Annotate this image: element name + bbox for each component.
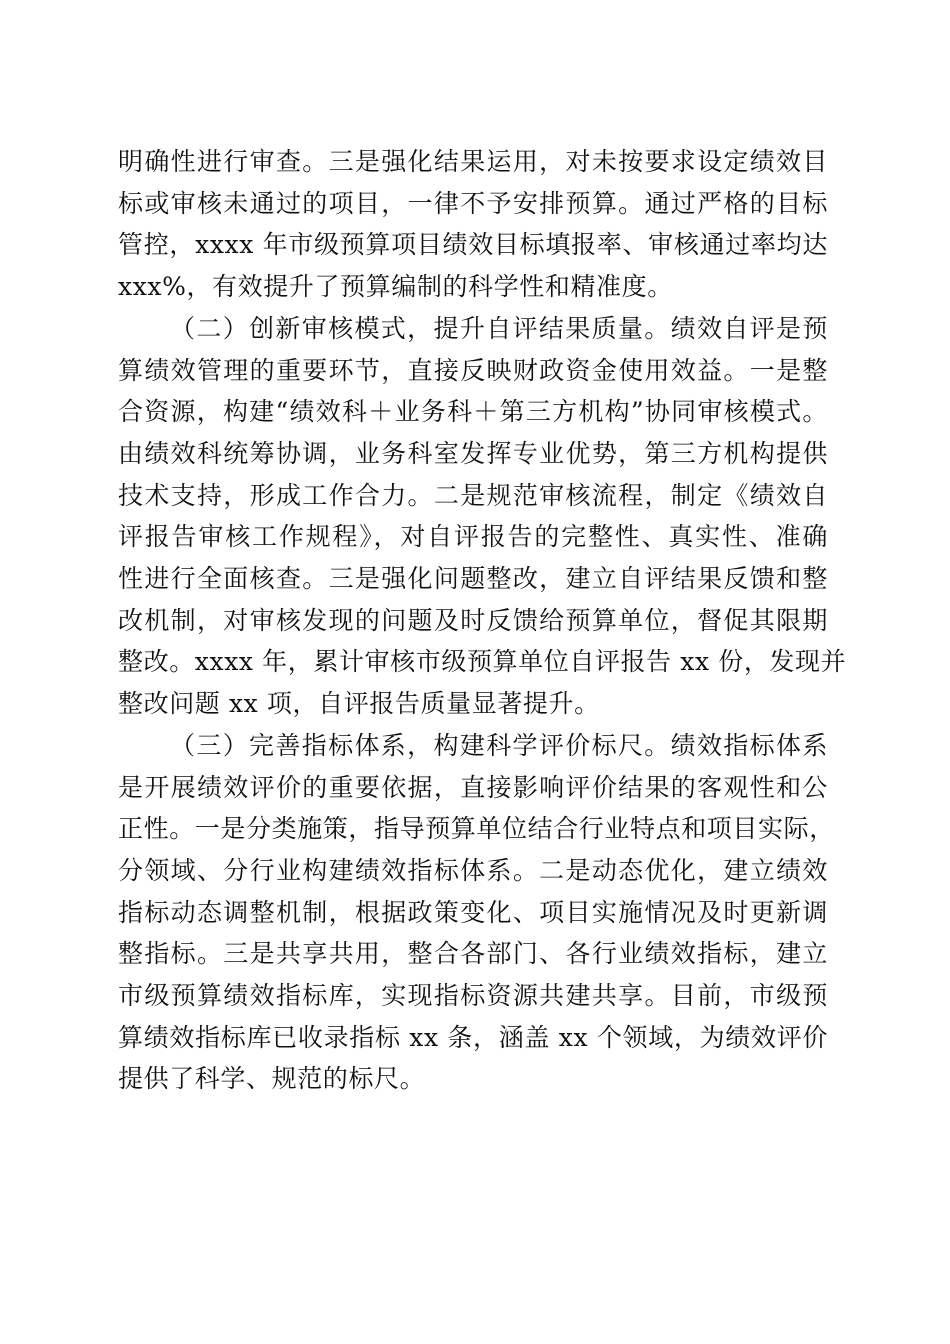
paragraph-line: 改机制，对审核发现的问题及时反馈给预算单位，督促其限期 [118,605,828,635]
paragraph-line: 评报告审核工作规程》，对自评报告的完整性、真实性、准确 [118,522,828,552]
document-body [118,141,847,1100]
paragraph-line: 算绩效管理的重要环节，直接反映财政资金使用效益。一是整 [118,355,828,385]
paragraph-line: （二）创新审核模式，提升自评结果质量。绩效自评是预 [170,313,828,343]
paragraph-line: 管控，xxxx 年市级预算项目绩效目标填报率、审核通过率均达 [118,230,828,260]
paragraph-line: 是开展绩效评价的重要依据，直接影响评价结果的客观性和公 [118,772,828,802]
paragraph-line: 市级预算绩效指标库，实现指标资源共建共享。目前，市级预 [118,981,828,1011]
paragraph-3 [118,725,835,1100]
paragraph-1 [118,141,828,308]
paragraph-line: 明确性进行审查。三是强化结果运用，对未按要求设定绩效目 [118,147,828,176]
paragraph-line: 标或审核未通过的项目，一律不予安排预算。通过严格的目标 [118,188,828,218]
paragraph-line: 提供了科学、规范的标尺。 [118,1064,426,1094]
paragraph-line: 合资源，构建“绩效科＋业务科＋第三方机构”协同审核模式。 [118,397,828,427]
paragraph-line: xxx%，有效提升了预算编制的科学性和精准度。 [118,272,673,302]
paragraph-line: 分领域、分行业构建绩效指标体系。二是动态优化，建立绩效 [118,855,828,885]
paragraph-line: 技术支持，形成工作合力。二是规范审核流程，制定《绩效自 [118,480,828,510]
paragraph-line: 性进行全面核查。三是强化问题整改，建立自评结果反馈和整 [118,564,828,594]
paragraph-line: 由绩效科统筹协调，业务科室发挥专业优势，第三方机构提供 [118,438,828,468]
paragraph-2 [118,308,847,725]
paragraph-line: 整指标。三是共享共用，整合各部门、各行业绩效指标，建立 [118,939,828,969]
paragraph-line: 整改。xxxx 年，累计审核市级预算单位自评报告 xx 份，发现并 [118,647,847,677]
paragraph-line: 正性。一是分类施策，指导预算单位结合行业特点和项目实际， [118,814,835,844]
paragraph-line: （三）完善指标体系，构建科学评价标尺。绩效指标体系 [170,730,828,760]
paragraph-line: 整改问题 xx 项，自评报告质量显著提升。 [118,689,600,719]
paragraph-line: 算绩效指标库已收录指标 xx 条，涵盖 xx 个领域，为绩效评价 [118,1022,828,1052]
paragraph-line: 指标动态调整机制，根据政策变化、项目实施情况及时更新调 [118,897,828,927]
